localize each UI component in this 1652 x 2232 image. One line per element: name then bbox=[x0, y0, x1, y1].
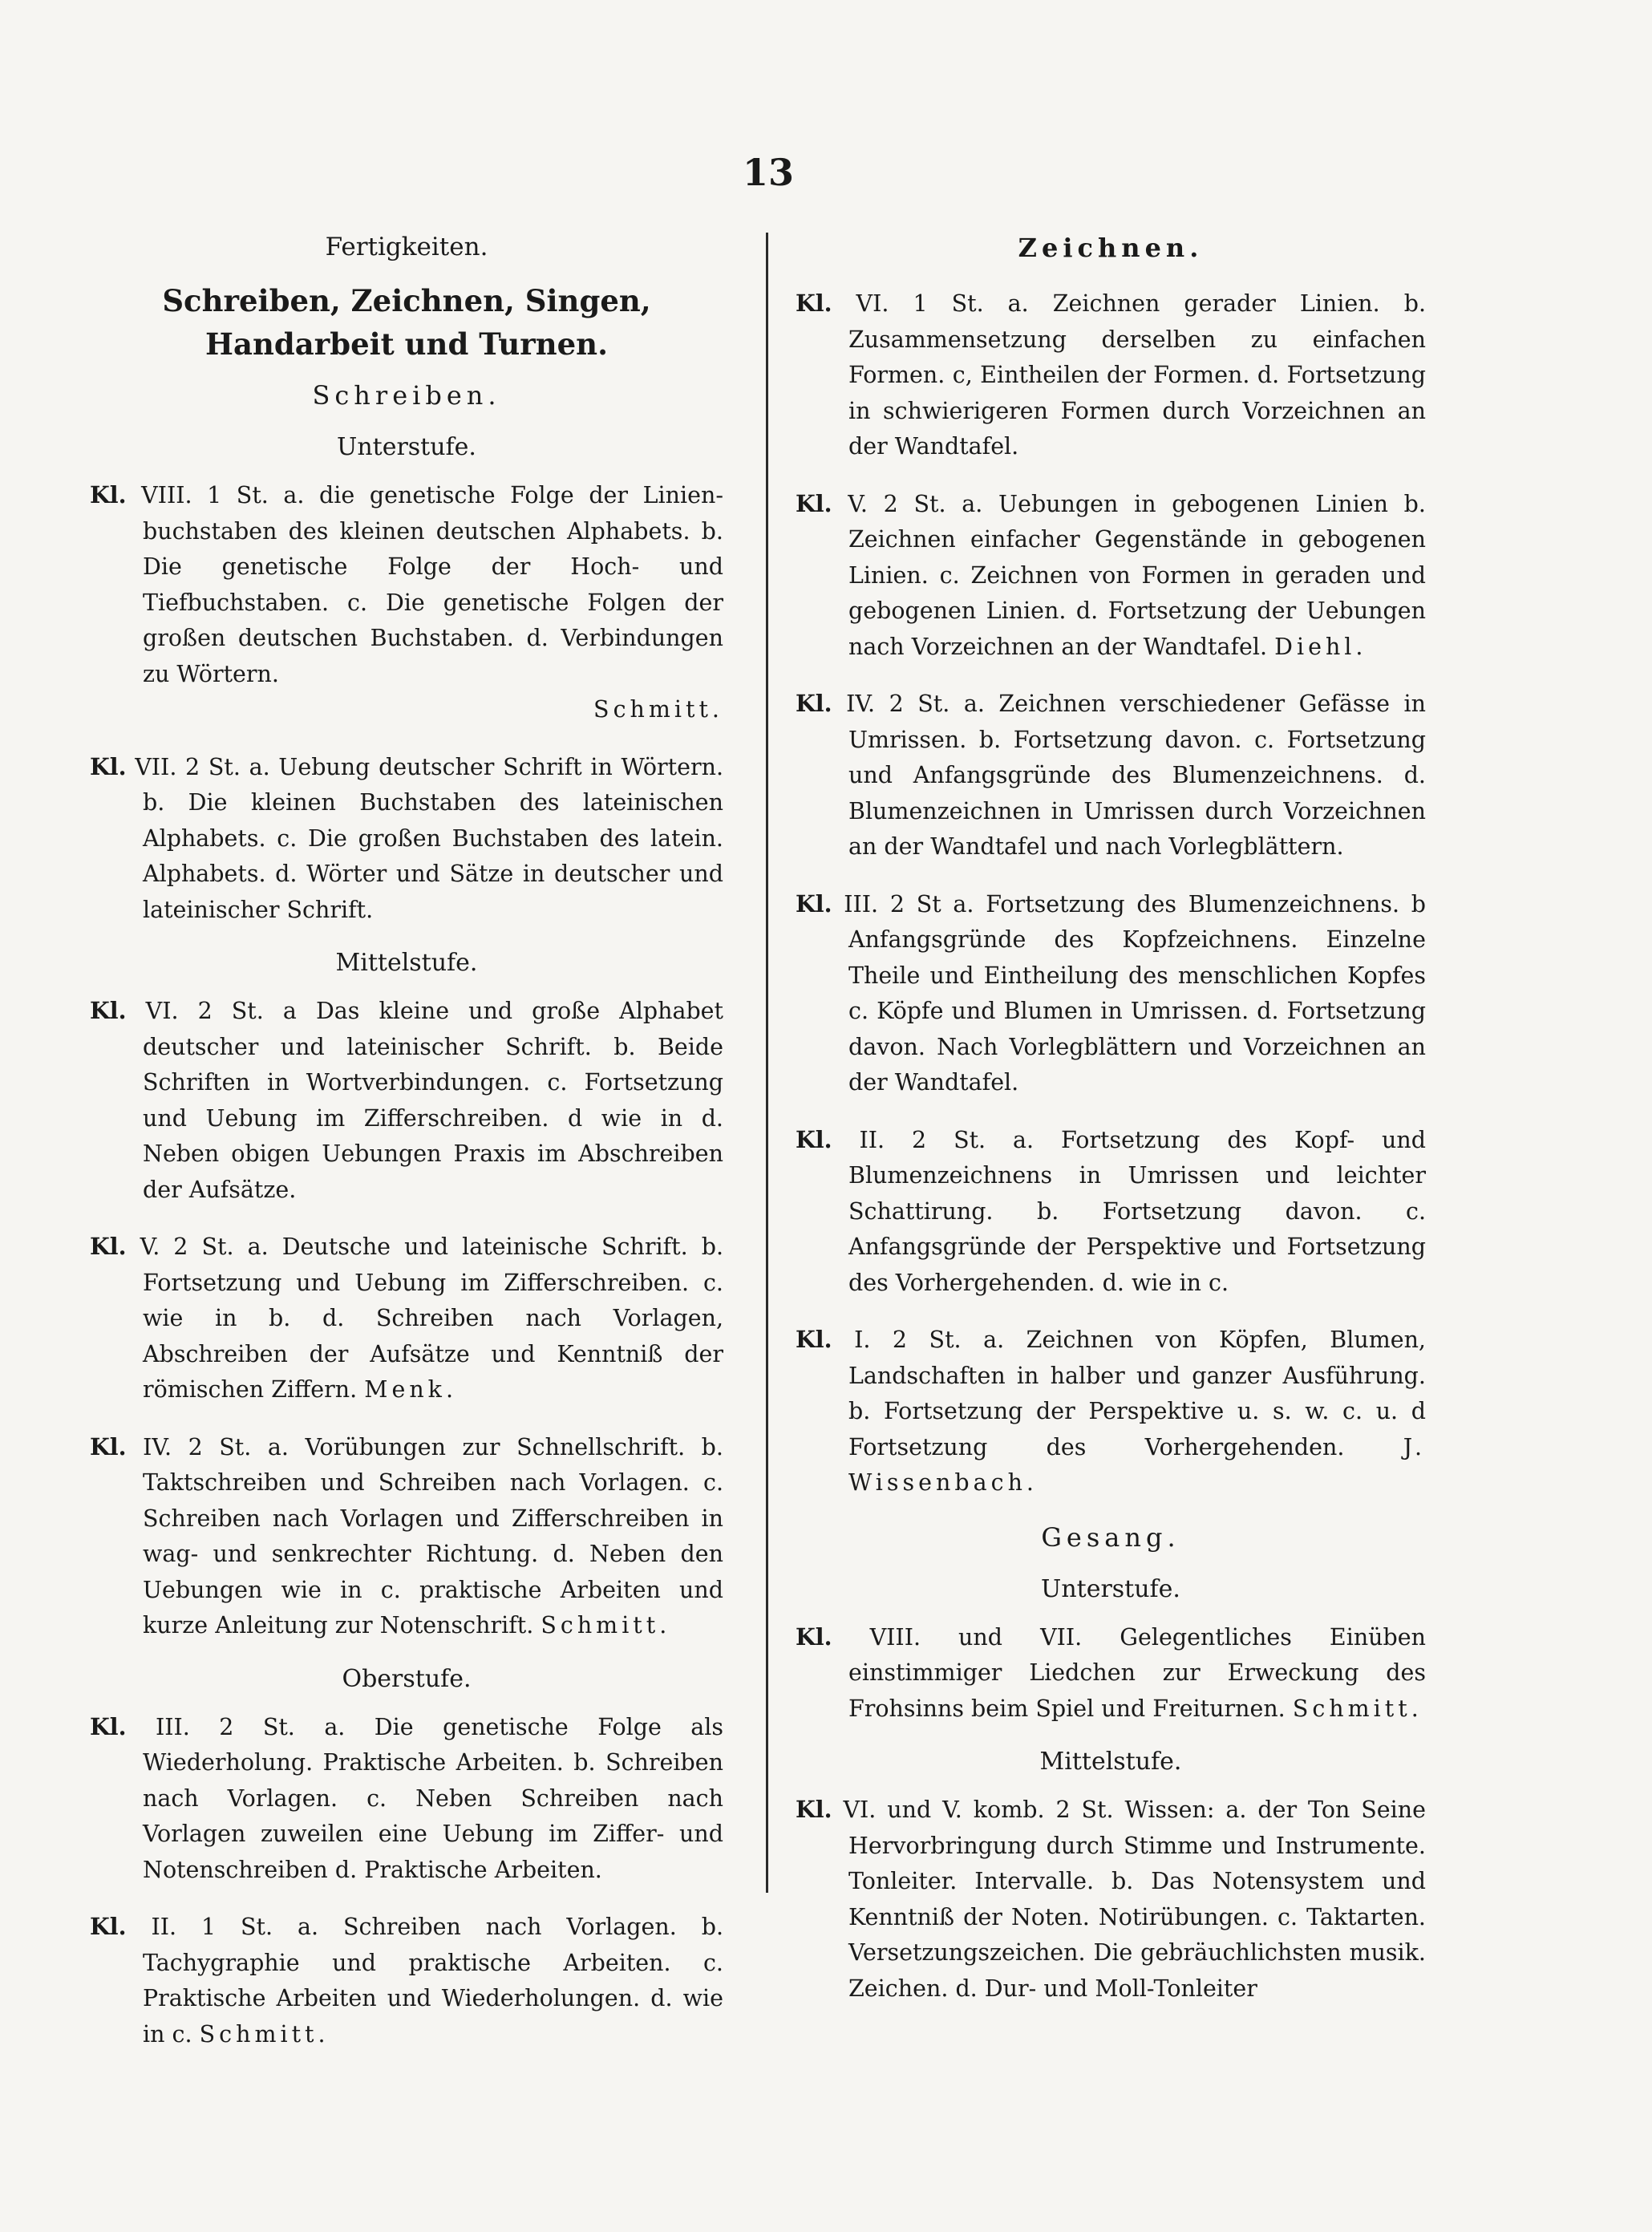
entry-text: VII. 2 St. a. Uebung deutscher Schrift in Wörtern. b. Die kleinen Buchstaben des lateinischen Alphabets. c. Die großen Buchstaben des latein. Alphabets. d. Wörter und Sätze in deutscher und lateinischer Schrift. bbox=[135, 753, 723, 923]
teacher-name: Schmitt. bbox=[541, 1612, 671, 1639]
teacher-name: Diehl. bbox=[1274, 633, 1367, 660]
klasse-label: Kl. bbox=[90, 1432, 127, 1460]
klasse-label: Kl. bbox=[796, 489, 832, 517]
entry-zeichnen-v bbox=[796, 486, 1426, 666]
entry-text: VIII. 1 St. a. die genetische Folge der Linien-buchstaben des kleinen deutschen Alphabets. b. Die genetische Folge der Hoch- und Tiefbuchstaben. c. Die genetische Folgen der großen deutschen Buchstaben. d. Verbindungen zu Wörtern. bbox=[141, 482, 723, 687]
entry-zeichnen-iii bbox=[796, 886, 1426, 1101]
entry-zeichnen-vi bbox=[796, 286, 1426, 465]
klasse-label: Kl. bbox=[90, 752, 127, 780]
entry-gesang-viii-vii bbox=[796, 1619, 1426, 1728]
entry-text: II. 1 St. a. Schreiben nach Vorlagen. b. Tachygraphie und praktische Arbeiten. c. Praktische Arbeiten und Wiederholungen. d. wie in c. bbox=[143, 1914, 724, 2048]
klasse-label: Kl. bbox=[796, 1796, 832, 1823]
entry-gesang-vi-v bbox=[796, 1792, 1426, 2007]
entry-schreiben-vii bbox=[90, 749, 723, 929]
teacher-name: Schmitt. bbox=[1292, 1695, 1423, 1722]
oberstufe-heading: Oberstufe. bbox=[342, 1664, 472, 1693]
unterstufe-heading: Unterstufe. bbox=[337, 433, 476, 461]
entry-text: IV. 2 St. a. Vorübungen zur Schnellschrift. b. Taktschreiben und Schreiben nach Vorlagen. c. Schreiben nach Vorlagen und Zifferschreiben in wag- und senkrechter Richtung. d. Neben den Uebungen wie in c. praktische Arbeiten und kurze Anleitung zur Notenschrift. bbox=[143, 1433, 723, 1639]
entry-text: VI. 1 St. a. Zeichnen gerader Linien. b. Zusammensetzung derselben zu einfachen Formen. c, Eintheilen der Formen. d. Fortsetzung in schwierigeren Formen durch Vorzeichnen an der Wandtafel. bbox=[848, 290, 1426, 460]
zeichnen-heading: Zeichnen. bbox=[1018, 233, 1204, 263]
klasse-label: Kl. bbox=[796, 1622, 832, 1651]
right-column bbox=[796, 233, 1426, 2027]
entry-zeichnen-ii bbox=[796, 1122, 1426, 1302]
klasse-label: Kl. bbox=[90, 481, 127, 508]
entry-text: III. 2 St. a. Die genetische Folge als Wiederholung. Praktische Arbeiten. b. Schreiben nach Vorlagen. c. Neben Schreiben nach Vorlagen zuweilen eine Uebung im Ziffer- und Notenschreiben d. Praktische Arbeiten. bbox=[143, 1713, 724, 1883]
teacher-name: J. Wissenbach. bbox=[848, 1433, 1427, 1496]
page-number: 13 bbox=[742, 151, 794, 194]
entry-text: IV. 2 St. a. Zeichnen verschiedener Gefässe in Umrissen. b. Fortsetzung davon. c. Fortsetzung und Anfangsgründe des Blumenzeichnens. d. Blumenzeichnen in Umrissen durch Vorzeichnen an der Wandtafel und nach Vorlegblättern. bbox=[846, 691, 1426, 860]
entry-text: I. 2 St. a. Zeichnen von Köpfen, Blumen, Landschaften in halber und ganzer Ausführung. b. Fortsetzung der Perspektive u. s. w. c. u. d Fortsetzung des Vorhergehenden. bbox=[848, 1327, 1426, 1460]
klasse-label: Kl. bbox=[90, 1913, 127, 1940]
entry-text: V. 2 St. a. Deutsche und lateinische Schrift. b. Fortsetzung und Uebung im Zifferschreiben. c. wie in b. d. Schreiben nach Vorlagen, Abschreiben der Aufsätze und Kenntniß der römischen Ziffern. bbox=[140, 1233, 723, 1403]
klasse-label: Kl. bbox=[796, 1326, 832, 1353]
klasse-label: Kl. bbox=[796, 889, 832, 918]
entry-text: VI. und V. komb. 2 St. Wissen: a. der Ton Seine Hervorbringung durch Stimme und Instrumente. Tonleiter. Intervalle. b. Das Notensystem und Kenntniß der Noten. Notirübungen. c. Taktarten. Versetzungszeichen. Die gebräuchlichsten musik. Zeichen. d. Dur- und Moll-Tonleiter bbox=[843, 1797, 1426, 2002]
klasse-label: Kl. bbox=[90, 1233, 127, 1260]
entry-text: III. 2 St a. Fortsetzung des Blumenzeichnens. b Anfangsgründe des Kopfzeichnens. Einzelne Theile und Eintheilung des menschlichen Kopfes c. Köpfe und Blumen in Umrissen. d. Fortsetzung davon. Nach Vorlegblättern und Vorzeichnen an der Wandtafel. bbox=[844, 890, 1427, 1096]
entry-text: V. 2 St. a. Uebungen in gebogenen Linien b. Zeichnen einfacher Gegenstände in gebogenen Linien. c. Zeichnen von Formen in geraden und gebogenen Linien. d. Fortsetzung der Uebungen nach Vorzeichnen an der Wandtafel. bbox=[848, 490, 1426, 660]
entry-schreiben-ii bbox=[90, 1909, 723, 2052]
klasse-label: Kl. bbox=[90, 1712, 127, 1740]
klasse-label: Kl. bbox=[796, 690, 832, 717]
column-divider bbox=[766, 233, 768, 1893]
gesang-heading: Gesang. bbox=[1041, 1521, 1180, 1553]
klasse-label: Kl. bbox=[796, 1125, 832, 1153]
section-intro: Fertigkeiten. bbox=[325, 233, 488, 261]
entry-text: VIII. und VII. Gelegentliches Einüben einstimmiger Liedchen zur Erweckung des Frohsinns beim Spiel und Freiturnen. bbox=[848, 1623, 1426, 1722]
mittelstufe-heading: Mittelstufe. bbox=[335, 949, 478, 977]
entry-schreiben-iv bbox=[90, 1429, 723, 1644]
entry-zeichnen-i bbox=[796, 1322, 1426, 1501]
schreiben-heading: Schreiben. bbox=[312, 380, 501, 411]
entry-text: VI. 2 St. a Das kleine und große Alphabet deutscher und lateinischer Schrift. b. Beide Schriften in Wortverbindungen. c. Fortsetzung und Uebung im Zifferschreiben. d wie in d. Neben obigen Uebungen Praxis im Abschreiben der Aufsätze. bbox=[143, 998, 724, 1203]
left-column bbox=[90, 233, 723, 2073]
gesang-mittelstufe-heading: Mittelstufe. bbox=[1039, 1748, 1182, 1776]
entry-schreiben-iii bbox=[90, 1709, 723, 1889]
gesang-unterstufe-heading: Unterstufe. bbox=[1041, 1574, 1180, 1603]
entry-schreiben-v bbox=[90, 1229, 723, 1408]
klasse-label: Kl. bbox=[90, 997, 127, 1024]
entry-schreiben-viii bbox=[90, 477, 723, 728]
klasse-label: Kl. bbox=[796, 290, 832, 317]
teacher-name: Schmitt. bbox=[593, 696, 723, 723]
entry-schreiben-vi bbox=[90, 993, 723, 1208]
main-title: Schreiben, Zeichnen, Singen, Handarbeit und Turnen. bbox=[162, 283, 651, 362]
teacher-name: Schmitt. bbox=[199, 2020, 330, 2048]
entry-text: II. 2 St. a. Fortsetzung des Kopf- und Blumenzeichnens in Umrissen und leichter Schattirung. b. Fortsetzung davon. c. Anfangsgründe der Perspektive und Fortsetzung des Vorhergehenden. d. wie in c. bbox=[848, 1126, 1427, 1296]
teacher-name: Menk. bbox=[364, 1376, 458, 1403]
entry-zeichnen-iv bbox=[796, 686, 1426, 865]
